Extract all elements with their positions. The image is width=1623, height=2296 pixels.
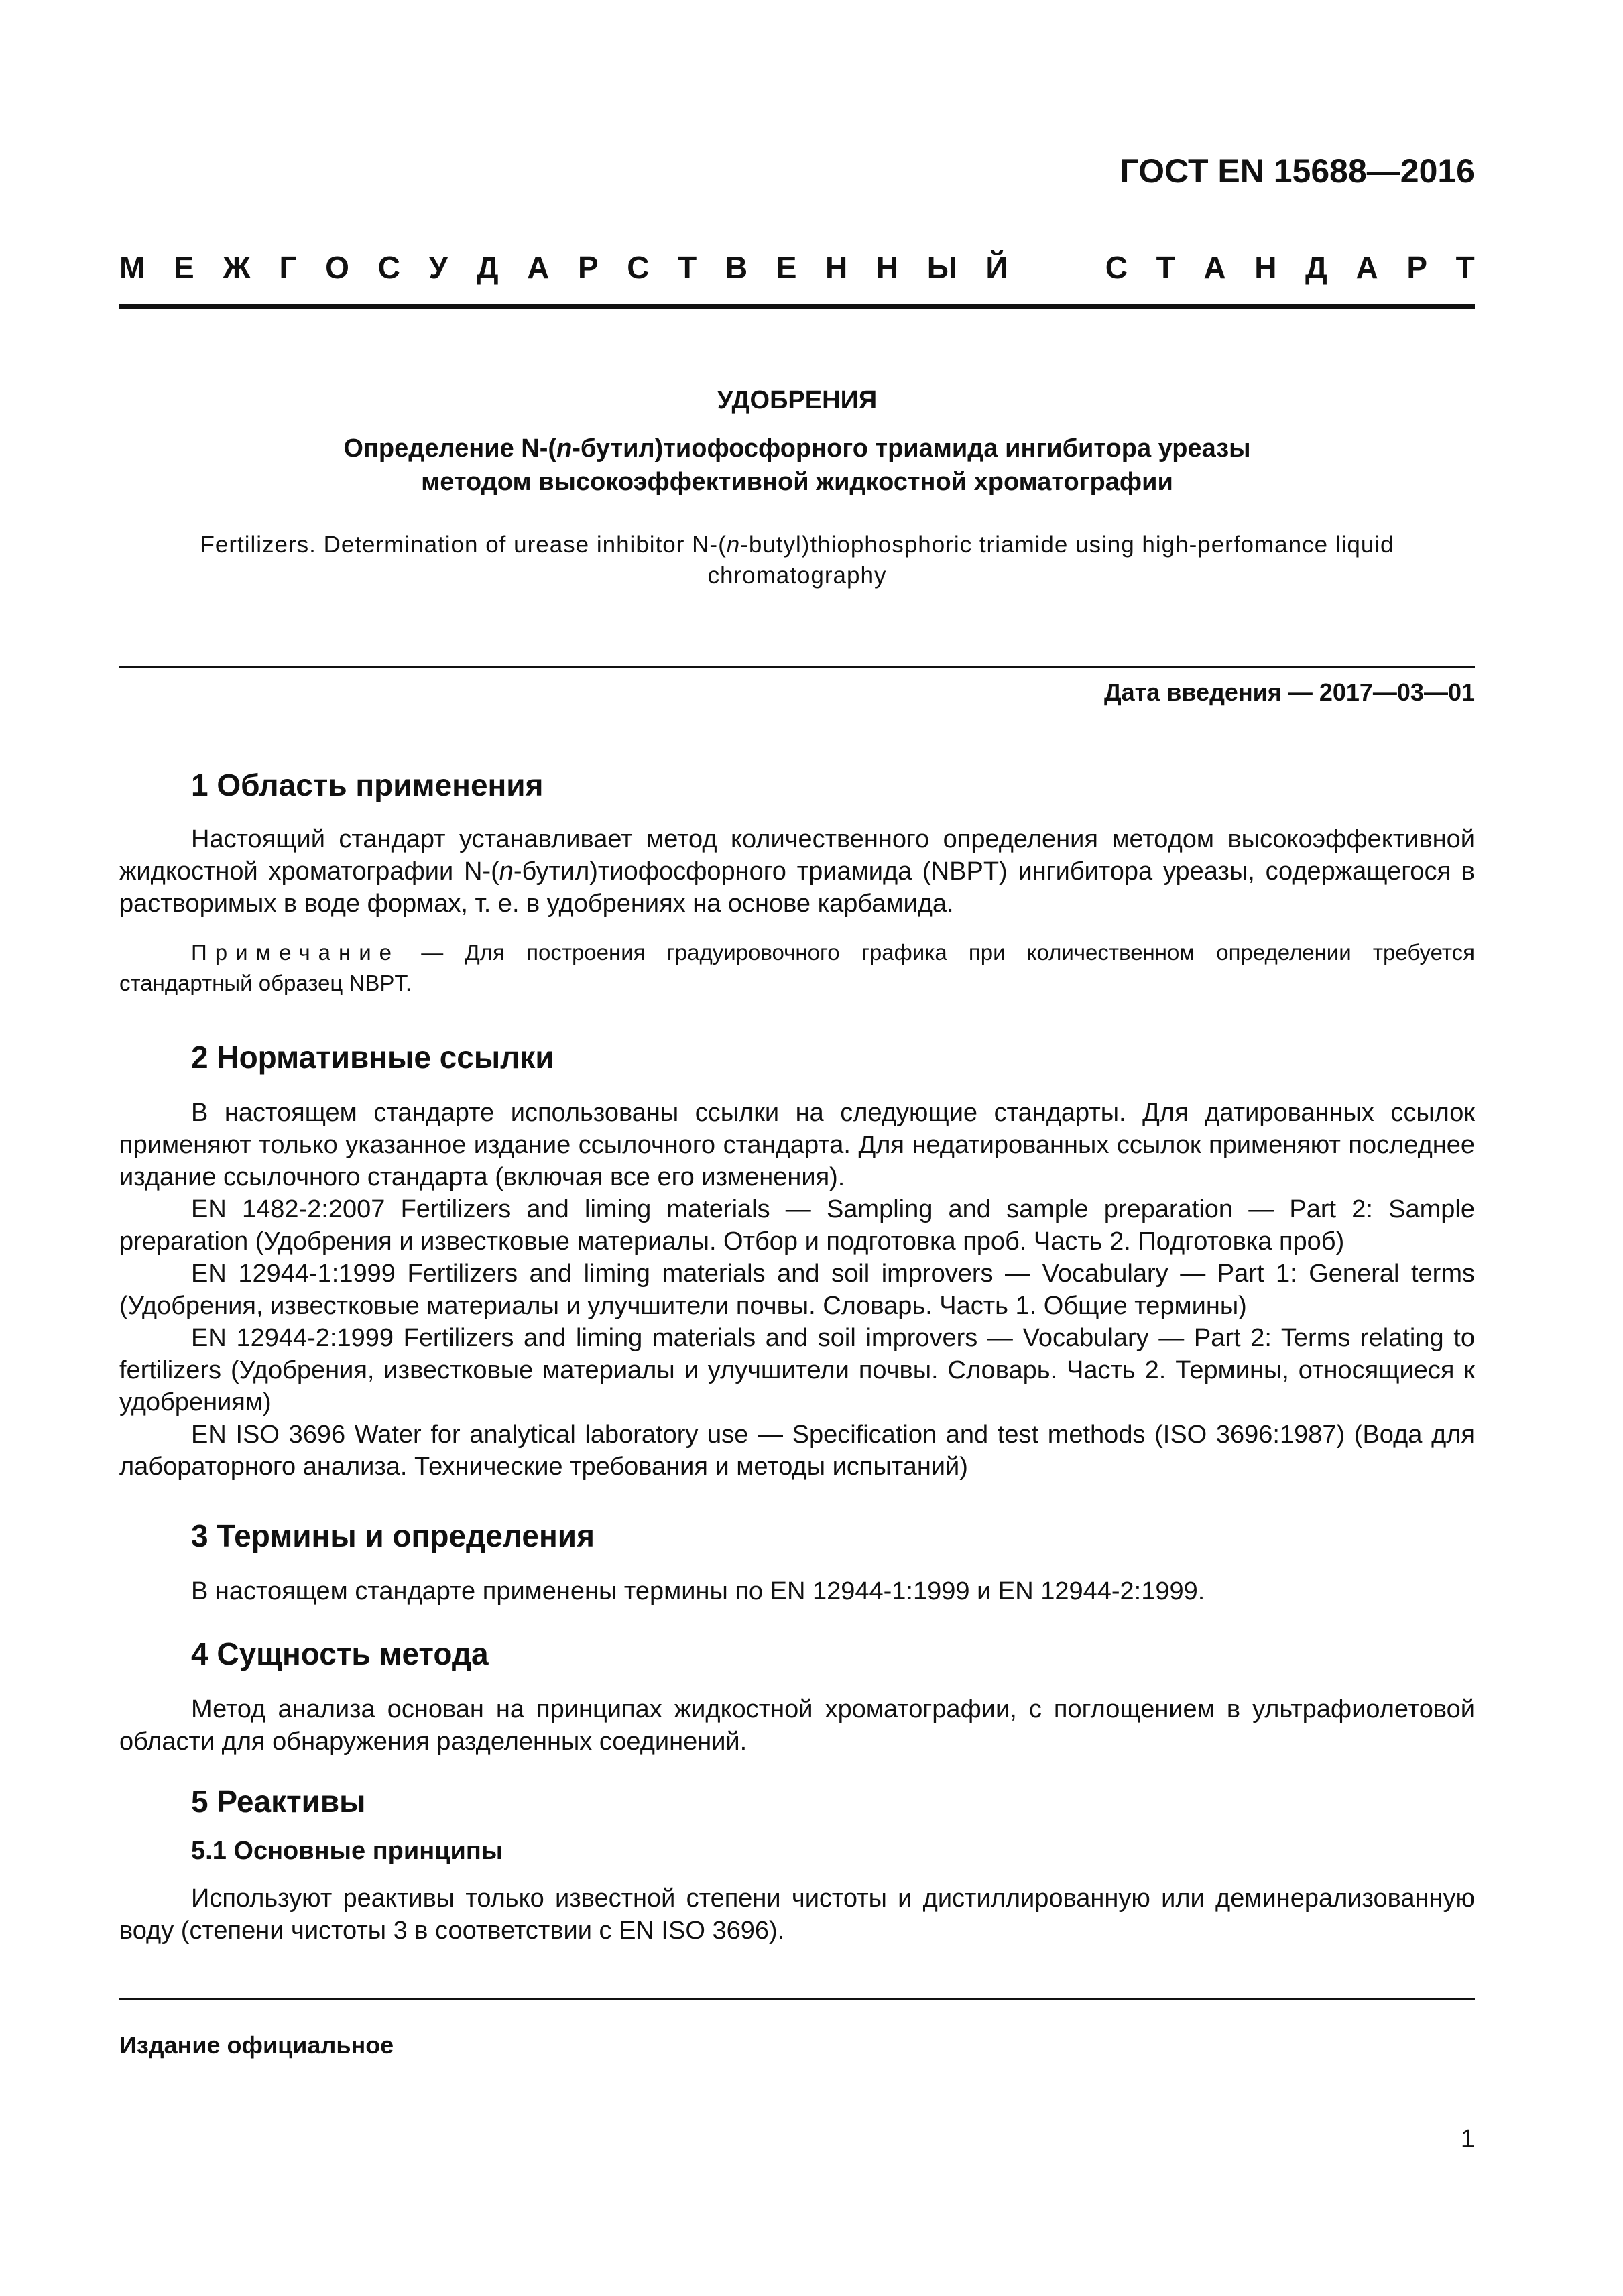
series-letter: С (627, 250, 650, 285)
reference-item: EN 12944-2:1999 Fertilizers and liming materials and soil improvers — Vocabulary — Part 2: Terms relating to fertilizers (Удобрения, известковые материалы и улучшители почвы. Словарь. Часть 2. Термины, относящиеся к удобрениям) (119, 1324, 1475, 1416)
series-letter: Ы (926, 250, 957, 285)
paragraph-references-intro: В настоящем стандарте использованы ссылки на следующие стандарты. Для датированных ссылок применяют только указанное издание ссылочного стандарта. Для недатированных ссылок применяют последнее издание ссылочного стандарта (включая все его изменения). (119, 1099, 1475, 1191)
subsection-heading-principles: 5.1 Основные принципы (191, 1837, 503, 1865)
subtitle-line-2: методом высокоэффективной жидкостной хроматографии (421, 468, 1173, 496)
series-letter: В (725, 250, 748, 285)
series-gap (1036, 249, 1077, 290)
series-letter: Е (173, 250, 194, 285)
document-number: ГОСТ EN 15688—2016 (1120, 152, 1475, 190)
series-letter: Р (577, 250, 599, 285)
document-title: УДОБРЕНИЯ (717, 386, 878, 414)
series-letter: А (527, 250, 550, 285)
paragraph-principles: Используют реактивы только известной степени чистоты и дистиллированную или деминерализованную воду (степени чистоты 3 в соответствии с EN ISO 3696). (119, 1884, 1475, 1945)
series-letter: С (1105, 250, 1128, 285)
series-letter: О (325, 250, 349, 285)
series-letter: Д (476, 250, 499, 285)
section-heading-terms: 3 Термины и определения (191, 1518, 595, 1553)
introduction-date: Дата введения — 2017—03—01 (1103, 678, 1475, 706)
series-letter: Н (876, 250, 899, 285)
paragraph-method: Метод анализа основан на принципах жидкостной хроматографии, с поглощением в ультрафиолетовой области для обнаружения разделенных соединений. (119, 1695, 1475, 1756)
series-letter: Ж (223, 250, 251, 285)
section-heading-scope: 1 Область применения (191, 768, 544, 802)
footer-divider (119, 1998, 1475, 2000)
series-letter: Т (1156, 250, 1175, 285)
series-letter: А (1356, 250, 1378, 285)
section-heading-reagents: 5 Реактивы (191, 1784, 366, 1819)
series-letter: Й (985, 250, 1008, 285)
paragraph-terms: В настоящем стандарте применены термины по EN 12944-1:1999 и EN 12944-2:1999. (191, 1577, 1205, 1606)
official-edition-label: Издание официальное (119, 2031, 394, 2059)
paragraph-scope: Настоящий стандарт устанавливает метод количественного определения методом высокоэффективной жидкостной хроматографии N-(n-бутил)тиофосфорного триамида (NBPT) ингибитора уреазы, содержащегося в растворимых в воде формах, т. е. в удобрениях на основе карбамида. (119, 825, 1475, 918)
note-scope: Примечание — Для построения градуировочного графика при количественном определении требуется стандартный образец NBPT. (119, 940, 1475, 995)
document-subtitle (119, 432, 1475, 499)
title-divider (119, 666, 1475, 668)
english-title: Fertilizers. Determination of urease inhibitor N-(n-butyl)thiophosphoric triamide using high-perfomance liquid chromatography (200, 532, 1394, 589)
series-letter: Т (678, 250, 697, 285)
series-letter: Г (279, 250, 297, 285)
series-letter: Р (1406, 250, 1427, 285)
series-letter: Д (1305, 250, 1327, 285)
header-divider (119, 304, 1475, 309)
series-letter: Н (825, 250, 848, 285)
series-letter: М (119, 250, 145, 285)
section-heading-method: 4 Сущность метода (191, 1636, 489, 1671)
series-letter: Е (776, 250, 797, 285)
reference-item: EN 12944-1:1999 Fertilizers and liming materials and soil improvers — Vocabulary — Part 1: General terms (Удобрения, известковые материалы и улучшители почвы. Словарь. Часть 1. Общие термины) (119, 1260, 1475, 1320)
series-letter: С (377, 250, 400, 285)
reference-item: EN ISO 3696 Water for analytical laboratory use — Specification and test methods (ISO 3696:1987) (Вода для лабораторного анализа. Технические требования и методы испытаний) (119, 1421, 1475, 1481)
reference-item: EN 1482-2:2007 Fertilizers and liming materials — Sampling and sample preparation — Part 2: Sample preparation (Удобрения и известковые материалы. Отбор и подготовка проб. Часть 2. Подготовка проб) (119, 1195, 1475, 1256)
series-letter: А (1203, 250, 1226, 285)
series-letter: Т (1455, 250, 1475, 285)
series-title (119, 249, 1475, 290)
series-letter: У (428, 250, 448, 285)
subtitle-line-1: Определение N-(n-бутил)тиофосфорного триамида ингибитора уреазы (343, 434, 1251, 463)
series-letter: Н (1254, 250, 1277, 285)
page-number: 1 (1460, 2125, 1475, 2153)
section-heading-references: 2 Нормативные ссылки (191, 1040, 554, 1075)
